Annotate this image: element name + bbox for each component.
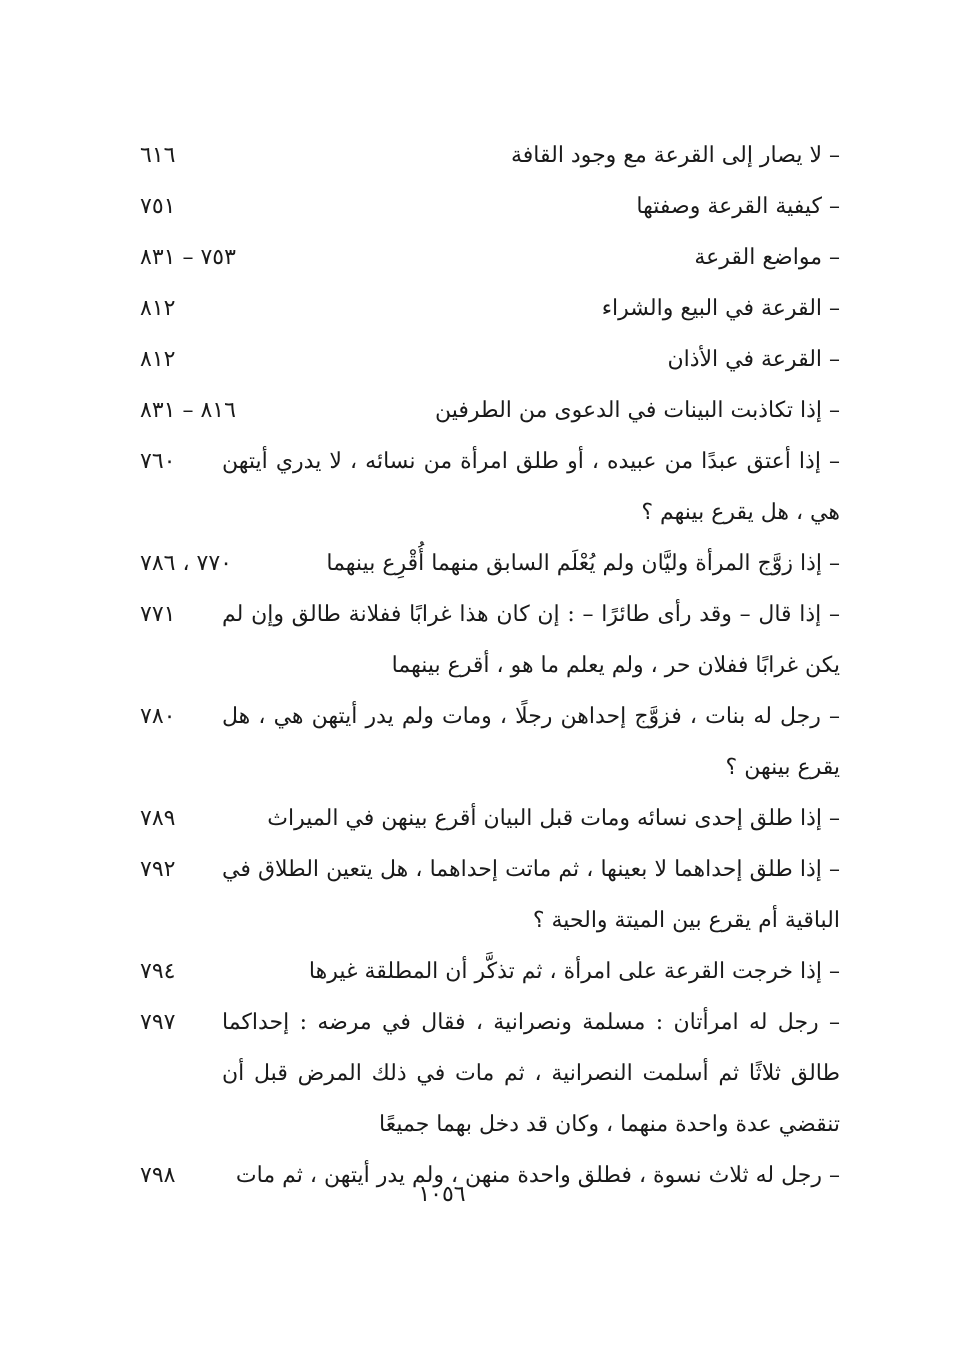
- entry-text: – رجل له بنات ، فزوَّج إحداهن رجلًا ، ومات ولم يدر أيتهن هي ، هل يقرع بينهن ؟: [222, 704, 840, 780]
- index-entry: [140, 385, 840, 436]
- entry-pages: ٦١٦: [140, 143, 176, 168]
- entry-text: – كيفية القرعة وصفتها: [636, 194, 840, 219]
- index-entry: [140, 946, 840, 997]
- entry-pages: ٧٩٢: [140, 857, 176, 882]
- entry-text: – إذا طلق إحدى نسائه ومات قبل البيان أقرع بينهن في الميراث: [267, 806, 840, 831]
- entry-text: – القرعة في البيع والشراء: [601, 296, 840, 321]
- entry-pages: ٨١٢: [140, 296, 176, 321]
- index-entry: [140, 436, 840, 538]
- index-entry: [140, 793, 840, 844]
- entry-text: – إذا زوَّج المرأة وليَّان ولم يُعْلَم السابق منهما أُقْرِع بينهما: [326, 551, 840, 576]
- entry-text: – إذا خرجت القرعة على امرأة ، ثم تذكَّر أن المطلقة غيرها: [308, 959, 840, 984]
- index-entry: [140, 691, 840, 793]
- index-entry: [140, 130, 840, 181]
- entry-text: – إذا أعتق عبدًا من عبيده ، أو طلق امرأة من نسائه ، لا يدري أيتهن هي ، هل يقرع بينهم ؟: [222, 449, 840, 525]
- index-entry: [140, 181, 840, 232]
- entry-text: – رجل له امرأتان : مسلمة ونصرانية ، فقال في مرضه : إحداكما طالق ثلاثًا ثم أسلمت النصرانية ، ثم مات في ذلك المرض قبل أن تنقضي عدة واحدة منهما ، وكان قد دخل بهما جميعًا: [222, 1010, 840, 1137]
- entry-pages: ٧٩٧: [140, 1010, 176, 1035]
- entry-pages: ٧٩٨: [140, 1163, 176, 1188]
- entry-pages: ٧٨٩: [140, 806, 176, 831]
- entry-pages: ٧٩٤: [140, 959, 176, 984]
- index-entry: [140, 232, 840, 283]
- entry-text: – لا يصار إلى القرعة مع وجود القافة: [510, 143, 840, 168]
- entry-text: – إذا طلق إحداهما لا بعينها ، ثم ماتت إحداهما ، هل يتعين الطلاق في الباقية أم يقرع بين الميتة والحية ؟: [222, 857, 840, 933]
- entry-text: – مواضع القرعة: [694, 245, 840, 270]
- entry-pages: ٧٥١: [140, 194, 176, 219]
- entry-pages: ٧٧٠ ، ٧٨٦: [140, 551, 232, 576]
- index-entry: [140, 997, 840, 1150]
- index-entry: [140, 334, 840, 385]
- entry-pages: ٨١٦ – ٨٣١: [140, 398, 236, 423]
- entry-pages: ٧٧١: [140, 602, 176, 627]
- index-entry: [140, 589, 840, 691]
- page-number: ١٠٥٦: [418, 1182, 466, 1207]
- entry-text: – القرعة في الأذان: [667, 347, 840, 372]
- index-entry: [140, 538, 840, 589]
- entry-pages: ٧٦٠: [140, 449, 176, 474]
- index-entries: [140, 130, 840, 1201]
- entry-text: – إذا قال – وقد رأى طائرًا – : إن كان هذا غرابًا ففلانة طالق وإن لم يكن غرابًا ففلان حر ، ولم يعلم ما هو ، أقرع بينهما: [222, 602, 840, 678]
- entry-text: – إذا تكاذبت البينات في الدعوى من الطرفين: [435, 398, 840, 423]
- index-entry: [140, 283, 840, 334]
- entry-pages: ٧٨٠: [140, 704, 176, 729]
- entry-pages: ٨١٢: [140, 347, 176, 372]
- index-entry: [140, 844, 840, 946]
- entry-pages: ٧٥٣ – ٨٣١: [140, 245, 236, 270]
- entry-text: – رجل له ثلاث نسوة ، فطلق واحدة منهن ، ولم يدر أيتهن ، ثم مات: [235, 1163, 840, 1188]
